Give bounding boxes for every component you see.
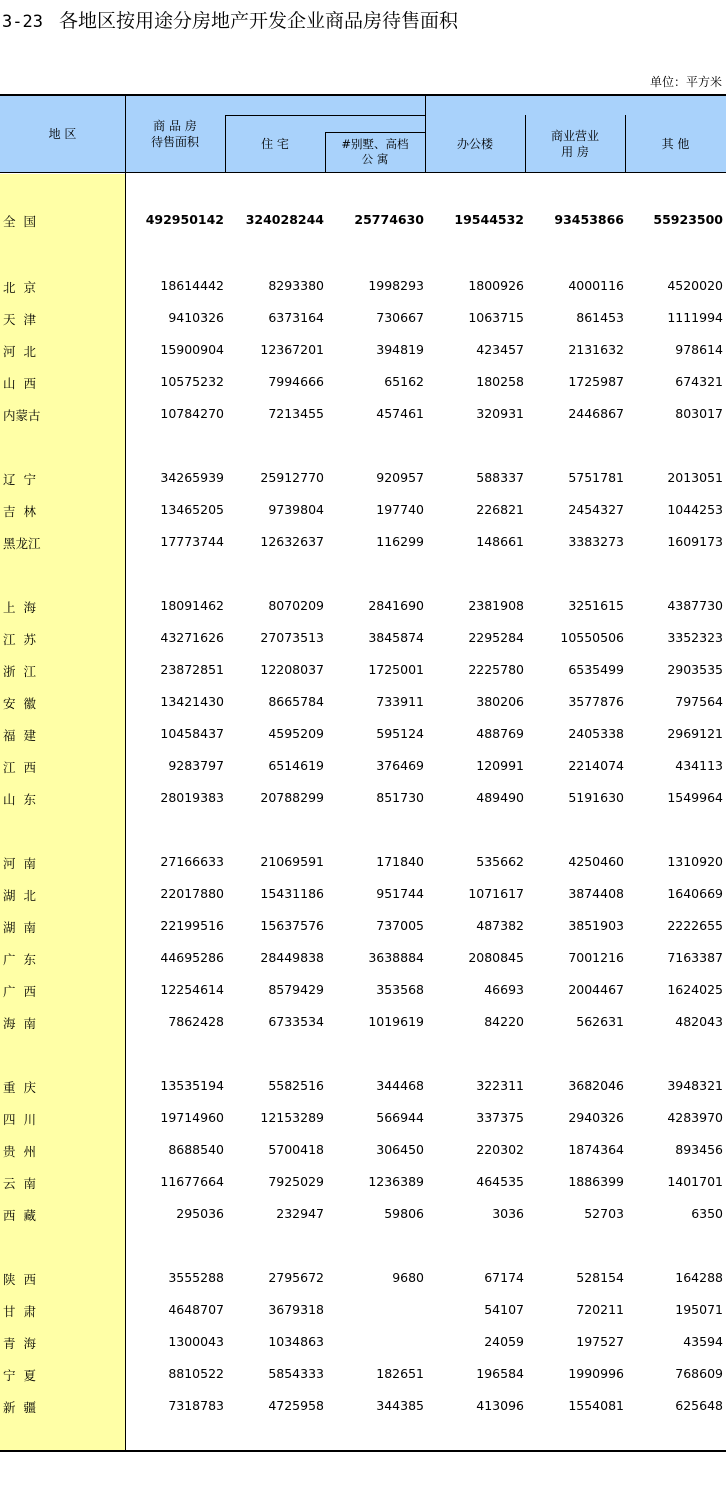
commercial-cell: 93453866 bbox=[554, 212, 624, 227]
region-cell: 辽 宁 bbox=[3, 472, 36, 487]
villa-cell: 737005 bbox=[376, 918, 424, 933]
total-cell: 18614442 bbox=[160, 278, 224, 293]
table-row bbox=[0, 500, 726, 520]
commercial-cell: 3251615 bbox=[568, 598, 624, 613]
residential-cell: 25912770 bbox=[260, 470, 324, 485]
residential-cell: 8070209 bbox=[268, 598, 324, 613]
villa-cell: 9680 bbox=[392, 1270, 424, 1285]
commercial-cell: 1990996 bbox=[568, 1366, 624, 1381]
office-cell: 226821 bbox=[476, 502, 524, 517]
header-villa: #别墅、高档 公 寓 bbox=[341, 137, 409, 166]
commercial-cell: 562631 bbox=[576, 1014, 624, 1029]
region-cell: 广 西 bbox=[3, 984, 36, 999]
table-row bbox=[0, 628, 726, 648]
header-bottom-rule bbox=[0, 172, 726, 173]
total-cell: 17773744 bbox=[160, 534, 224, 549]
other-cell: 2222655 bbox=[667, 918, 723, 933]
region-cell: 甘 肃 bbox=[3, 1304, 36, 1319]
other-cell: 625648 bbox=[675, 1398, 723, 1413]
header-total: 商 品 房 待售面积 bbox=[150, 119, 199, 149]
commercial-cell: 861453 bbox=[576, 310, 624, 325]
office-cell: 464535 bbox=[476, 1174, 524, 1189]
region-cell: 青 海 bbox=[3, 1336, 36, 1351]
office-cell: 46693 bbox=[484, 982, 524, 997]
commercial-cell: 5191630 bbox=[568, 790, 624, 805]
office-cell: 535662 bbox=[476, 854, 524, 869]
residential-cell: 6373164 bbox=[268, 310, 324, 325]
table-row bbox=[0, 1108, 726, 1128]
residential-cell: 8293380 bbox=[268, 278, 324, 293]
office-cell: 84220 bbox=[484, 1014, 524, 1029]
other-cell: 43594 bbox=[683, 1334, 723, 1349]
region-cell: 浙 江 bbox=[3, 664, 36, 679]
villa-cell: 851730 bbox=[376, 790, 424, 805]
residential-cell: 1034863 bbox=[268, 1334, 324, 1349]
commercial-cell: 1725987 bbox=[568, 374, 624, 389]
residential-cell: 8579429 bbox=[268, 982, 324, 997]
region-cell: 宁 夏 bbox=[3, 1368, 36, 1383]
region-cell: 四 川 bbox=[3, 1112, 36, 1127]
residential-cell: 4595209 bbox=[268, 726, 324, 741]
villa-cell: 394819 bbox=[376, 342, 424, 357]
region-cell: 内蒙古 bbox=[3, 408, 41, 423]
total-cell: 295036 bbox=[176, 1206, 224, 1221]
region-cell: 重 庆 bbox=[3, 1080, 36, 1095]
header-sub-rule-1 bbox=[225, 115, 425, 116]
region-cell: 江 西 bbox=[3, 760, 36, 775]
commercial-cell: 3851903 bbox=[568, 918, 624, 933]
office-cell: 54107 bbox=[484, 1302, 524, 1317]
region-cell: 吉 林 bbox=[3, 504, 36, 519]
region-cell: 河 南 bbox=[3, 856, 36, 871]
villa-cell: 171840 bbox=[376, 854, 424, 869]
office-cell: 320931 bbox=[476, 406, 524, 421]
other-cell: 803017 bbox=[675, 406, 723, 421]
table-row bbox=[0, 788, 726, 808]
region-cell: 全 国 bbox=[3, 214, 36, 229]
residential-cell: 4725958 bbox=[268, 1398, 324, 1413]
villa-cell: 920957 bbox=[376, 470, 424, 485]
commercial-cell: 6535499 bbox=[568, 662, 624, 677]
villa-cell: 344468 bbox=[376, 1078, 424, 1093]
header-commercial: 商业营业 用 房 bbox=[550, 129, 599, 159]
table-row bbox=[0, 1140, 726, 1160]
residential-cell: 15637576 bbox=[260, 918, 324, 933]
other-cell: 893456 bbox=[675, 1142, 723, 1157]
region-column-background bbox=[0, 174, 125, 1452]
commercial-cell: 5751781 bbox=[568, 470, 624, 485]
residential-cell: 9739804 bbox=[268, 502, 324, 517]
villa-cell: 566944 bbox=[376, 1110, 424, 1125]
commercial-cell: 1554081 bbox=[568, 1398, 624, 1413]
office-cell: 488769 bbox=[476, 726, 524, 741]
commercial-cell: 1886399 bbox=[568, 1174, 624, 1189]
villa-cell: 3845874 bbox=[368, 630, 424, 645]
other-cell: 7163387 bbox=[667, 950, 723, 965]
villa-cell: 116299 bbox=[376, 534, 424, 549]
residential-cell: 5582516 bbox=[268, 1078, 324, 1093]
total-cell: 10575232 bbox=[160, 374, 224, 389]
total-cell: 34265939 bbox=[160, 470, 224, 485]
villa-cell: 730667 bbox=[376, 310, 424, 325]
total-cell: 8688540 bbox=[168, 1142, 224, 1157]
villa-cell: 1998293 bbox=[368, 278, 424, 293]
table-row bbox=[0, 916, 726, 936]
table-row bbox=[0, 724, 726, 744]
header-other: 其 他 bbox=[661, 137, 690, 151]
other-cell: 978614 bbox=[675, 342, 723, 357]
other-cell: 1401701 bbox=[667, 1174, 723, 1189]
total-cell: 13465205 bbox=[160, 502, 224, 517]
office-cell: 487382 bbox=[476, 918, 524, 933]
commercial-cell: 52703 bbox=[584, 1206, 624, 1221]
commercial-cell: 7001216 bbox=[568, 950, 624, 965]
total-cell: 10784270 bbox=[160, 406, 224, 421]
villa-cell: 376469 bbox=[376, 758, 424, 773]
villa-cell: 595124 bbox=[376, 726, 424, 741]
header-office: 办公楼 bbox=[456, 137, 493, 151]
table-row bbox=[0, 1332, 726, 1352]
other-cell: 2969121 bbox=[667, 726, 723, 741]
total-cell: 18091462 bbox=[160, 598, 224, 613]
other-cell: 3352323 bbox=[667, 630, 723, 645]
commercial-cell: 2004467 bbox=[568, 982, 624, 997]
office-cell: 489490 bbox=[476, 790, 524, 805]
residential-cell: 7213455 bbox=[268, 406, 324, 421]
table-row bbox=[0, 1268, 726, 1288]
table-row bbox=[0, 980, 726, 1000]
total-cell: 8810522 bbox=[168, 1366, 224, 1381]
table-row bbox=[0, 1300, 726, 1320]
total-cell: 28019383 bbox=[160, 790, 224, 805]
other-cell: 1549964 bbox=[667, 790, 723, 805]
villa-cell: 353568 bbox=[376, 982, 424, 997]
total-cell: 23872851 bbox=[160, 662, 224, 677]
header-sub-rule-2 bbox=[325, 132, 425, 133]
other-cell: 4520020 bbox=[667, 278, 723, 293]
other-cell: 1609173 bbox=[667, 534, 723, 549]
commercial-cell: 4250460 bbox=[568, 854, 624, 869]
residential-cell: 21069591 bbox=[260, 854, 324, 869]
office-cell: 337375 bbox=[476, 1110, 524, 1125]
table-row bbox=[0, 852, 726, 872]
office-cell: 24059 bbox=[484, 1334, 524, 1349]
other-cell: 1310920 bbox=[667, 854, 723, 869]
unit-label: 单位：平方米 bbox=[649, 75, 722, 89]
other-cell: 164288 bbox=[675, 1270, 723, 1285]
villa-cell: 3638884 bbox=[368, 950, 424, 965]
region-cell: 新 疆 bbox=[3, 1400, 36, 1415]
villa-cell: 59806 bbox=[384, 1206, 424, 1221]
table-row bbox=[0, 660, 726, 680]
table-row bbox=[0, 372, 726, 392]
total-cell: 27166633 bbox=[160, 854, 224, 869]
office-cell: 196584 bbox=[476, 1366, 524, 1381]
other-cell: 1624025 bbox=[667, 982, 723, 997]
other-cell: 195071 bbox=[675, 1302, 723, 1317]
residential-cell: 232947 bbox=[276, 1206, 324, 1221]
office-cell: 588337 bbox=[476, 470, 524, 485]
region-cell: 西 藏 bbox=[3, 1208, 36, 1223]
commercial-cell: 720211 bbox=[576, 1302, 624, 1317]
villa-cell: 25774630 bbox=[354, 212, 424, 227]
region-cell: 上 海 bbox=[3, 600, 36, 615]
residential-cell: 3679318 bbox=[268, 1302, 324, 1317]
region-cell: 安 徽 bbox=[3, 696, 36, 711]
total-cell: 4648707 bbox=[168, 1302, 224, 1317]
villa-cell: 182651 bbox=[376, 1366, 424, 1381]
office-cell: 67174 bbox=[484, 1270, 524, 1285]
residential-cell: 15431186 bbox=[260, 886, 324, 901]
total-cell: 7862428 bbox=[168, 1014, 224, 1029]
table-row bbox=[0, 1204, 726, 1224]
commercial-cell: 2446867 bbox=[568, 406, 624, 421]
office-cell: 1071617 bbox=[468, 886, 524, 901]
commercial-cell: 528154 bbox=[576, 1270, 624, 1285]
other-cell: 768609 bbox=[675, 1366, 723, 1381]
total-cell: 3555288 bbox=[168, 1270, 224, 1285]
residential-cell: 7925029 bbox=[268, 1174, 324, 1189]
table-title: 各地区按用途分房地产开发企业商品房待售面积 bbox=[58, 10, 458, 32]
other-cell: 797564 bbox=[675, 694, 723, 709]
other-cell: 1044253 bbox=[667, 502, 723, 517]
table-row bbox=[0, 884, 726, 904]
table-row bbox=[0, 1076, 726, 1096]
residential-cell: 20788299 bbox=[260, 790, 324, 805]
commercial-cell: 4000116 bbox=[568, 278, 624, 293]
other-cell: 4387730 bbox=[667, 598, 723, 613]
total-cell: 9283797 bbox=[168, 758, 224, 773]
office-cell: 1063715 bbox=[468, 310, 524, 325]
commercial-cell: 2131632 bbox=[568, 342, 624, 357]
villa-cell: 344385 bbox=[376, 1398, 424, 1413]
other-cell: 2013051 bbox=[667, 470, 723, 485]
commercial-cell: 197527 bbox=[576, 1334, 624, 1349]
villa-cell: 1725001 bbox=[368, 662, 424, 677]
residential-cell: 5700418 bbox=[268, 1142, 324, 1157]
total-cell: 12254614 bbox=[160, 982, 224, 997]
other-cell: 3948321 bbox=[667, 1078, 723, 1093]
other-cell: 434113 bbox=[675, 758, 723, 773]
region-cell: 陕 西 bbox=[3, 1272, 36, 1287]
total-cell: 22017880 bbox=[160, 886, 224, 901]
residential-cell: 6514619 bbox=[268, 758, 324, 773]
office-cell: 148661 bbox=[476, 534, 524, 549]
other-cell: 4283970 bbox=[667, 1110, 723, 1125]
total-cell: 492950142 bbox=[145, 212, 224, 227]
total-cell: 43271626 bbox=[160, 630, 224, 645]
office-cell: 220302 bbox=[476, 1142, 524, 1157]
office-cell: 2295284 bbox=[468, 630, 524, 645]
commercial-cell: 3874408 bbox=[568, 886, 624, 901]
header-divider-3 bbox=[425, 94, 426, 173]
table-row bbox=[0, 1364, 726, 1384]
total-cell: 9410326 bbox=[168, 310, 224, 325]
table-row bbox=[0, 340, 726, 360]
table-row bbox=[0, 1172, 726, 1192]
table-bottom-rule bbox=[0, 1450, 726, 1452]
villa-cell: 951744 bbox=[376, 886, 424, 901]
villa-cell: 457461 bbox=[376, 406, 424, 421]
residential-cell: 28449838 bbox=[260, 950, 324, 965]
villa-cell: 733911 bbox=[376, 694, 424, 709]
villa-cell: 2841690 bbox=[368, 598, 424, 613]
office-cell: 423457 bbox=[476, 342, 524, 357]
villa-cell: 197740 bbox=[376, 502, 424, 517]
residential-cell: 324028244 bbox=[245, 212, 324, 227]
region-cell: 天 津 bbox=[3, 312, 36, 327]
region-cell: 湖 北 bbox=[3, 888, 36, 903]
page-title bbox=[2, 6, 458, 33]
table-row bbox=[0, 308, 726, 328]
other-cell: 1640669 bbox=[667, 886, 723, 901]
office-cell: 1800926 bbox=[468, 278, 524, 293]
region-cell: 广 东 bbox=[3, 952, 36, 967]
other-cell: 6350 bbox=[691, 1206, 723, 1221]
commercial-cell: 3577876 bbox=[568, 694, 624, 709]
header-residential: 住 宅 bbox=[261, 137, 289, 151]
residential-cell: 12367201 bbox=[260, 342, 324, 357]
residential-cell: 7994666 bbox=[268, 374, 324, 389]
region-cell: 山 西 bbox=[3, 376, 36, 391]
table-row bbox=[0, 948, 726, 968]
region-cell: 河 北 bbox=[3, 344, 36, 359]
other-cell: 674321 bbox=[675, 374, 723, 389]
commercial-cell: 2214074 bbox=[568, 758, 624, 773]
total-cell: 13421430 bbox=[160, 694, 224, 709]
region-cell: 北 京 bbox=[3, 280, 36, 295]
header-region: 地 区 bbox=[48, 127, 77, 141]
region-cell: 湖 南 bbox=[3, 920, 36, 935]
office-cell: 322311 bbox=[476, 1078, 524, 1093]
residential-cell: 12632637 bbox=[260, 534, 324, 549]
table-number: 3-23 bbox=[2, 12, 43, 32]
table-row bbox=[0, 596, 726, 616]
residential-cell: 12153289 bbox=[260, 1110, 324, 1125]
table-row bbox=[0, 532, 726, 552]
office-cell: 3036 bbox=[492, 1206, 524, 1221]
region-cell: 江 苏 bbox=[3, 632, 36, 647]
residential-cell: 12208037 bbox=[260, 662, 324, 677]
residential-cell: 27073513 bbox=[260, 630, 324, 645]
region-cell: 山 东 bbox=[3, 792, 36, 807]
residential-cell: 6733534 bbox=[268, 1014, 324, 1029]
office-cell: 120991 bbox=[476, 758, 524, 773]
commercial-cell: 3682046 bbox=[568, 1078, 624, 1093]
other-cell: 55923500 bbox=[653, 212, 723, 227]
other-cell: 482043 bbox=[675, 1014, 723, 1029]
total-cell: 10458437 bbox=[160, 726, 224, 741]
office-cell: 2225780 bbox=[468, 662, 524, 677]
table-row bbox=[0, 1396, 726, 1416]
total-cell: 15900904 bbox=[160, 342, 224, 357]
data-table bbox=[0, 94, 726, 1452]
office-cell: 19544532 bbox=[454, 212, 524, 227]
total-cell: 7318783 bbox=[168, 1398, 224, 1413]
table-row bbox=[0, 468, 726, 488]
table-row-national bbox=[0, 210, 726, 230]
total-cell: 22199516 bbox=[160, 918, 224, 933]
table-row bbox=[0, 276, 726, 296]
commercial-cell: 3383273 bbox=[568, 534, 624, 549]
residential-cell: 5854333 bbox=[268, 1366, 324, 1381]
office-cell: 380206 bbox=[476, 694, 524, 709]
villa-cell: 1019619 bbox=[368, 1014, 424, 1029]
commercial-cell: 10550506 bbox=[560, 630, 624, 645]
commercial-cell: 1874364 bbox=[568, 1142, 624, 1157]
commercial-cell: 2940326 bbox=[568, 1110, 624, 1125]
other-cell: 1111994 bbox=[667, 310, 723, 325]
villa-cell: 306450 bbox=[376, 1142, 424, 1157]
total-cell: 19714960 bbox=[160, 1110, 224, 1125]
total-cell: 11677664 bbox=[160, 1174, 224, 1189]
total-cell: 44695286 bbox=[160, 950, 224, 965]
table-row bbox=[0, 692, 726, 712]
region-cell: 贵 州 bbox=[3, 1144, 36, 1159]
region-cell: 黑龙江 bbox=[3, 536, 41, 551]
office-cell: 413096 bbox=[476, 1398, 524, 1413]
residential-cell: 2795672 bbox=[268, 1270, 324, 1285]
table-top-rule bbox=[0, 94, 726, 96]
commercial-cell: 2405338 bbox=[568, 726, 624, 741]
table-row bbox=[0, 756, 726, 776]
table-row bbox=[0, 404, 726, 424]
office-cell: 2381908 bbox=[468, 598, 524, 613]
residential-cell: 8665784 bbox=[268, 694, 324, 709]
villa-cell: 1236389 bbox=[368, 1174, 424, 1189]
region-cell: 福 建 bbox=[3, 728, 36, 743]
total-cell: 1300043 bbox=[168, 1334, 224, 1349]
region-cell: 海 南 bbox=[3, 1016, 36, 1031]
office-cell: 2080845 bbox=[468, 950, 524, 965]
office-cell: 180258 bbox=[476, 374, 524, 389]
villa-cell: 65162 bbox=[384, 374, 424, 389]
region-cell: 云 南 bbox=[3, 1176, 36, 1191]
commercial-cell: 2454327 bbox=[568, 502, 624, 517]
other-cell: 2903535 bbox=[667, 662, 723, 677]
table-row bbox=[0, 1012, 726, 1032]
total-cell: 13535194 bbox=[160, 1078, 224, 1093]
